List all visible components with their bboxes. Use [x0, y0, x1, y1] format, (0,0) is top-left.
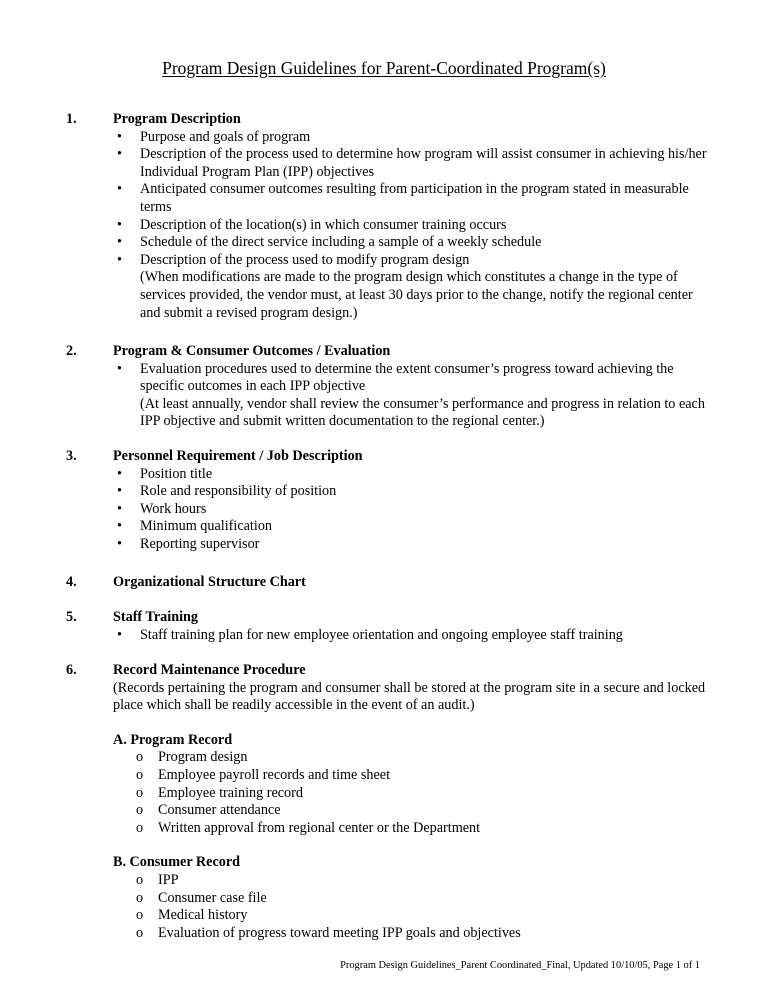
- circle-list: [113, 872, 716, 942]
- bullet-icon: •: [117, 234, 122, 251]
- circle-bullet-icon: o: [136, 889, 144, 906]
- list-item: [113, 181, 716, 216]
- section-heading: Program & Consumer Outcomes / Evaluation: [113, 343, 391, 359]
- section-number: 5.: [66, 609, 77, 625]
- list-item-text: Description of the location(s) in which consumer training occurs: [140, 216, 507, 233]
- bullet-list: [113, 627, 716, 645]
- list-item-text: Consumer attendance: [158, 802, 281, 819]
- section-heading: Staff Training: [113, 609, 199, 625]
- circle-list: [113, 749, 716, 837]
- list-item: [113, 802, 716, 820]
- section-personnel: [66, 448, 716, 554]
- list-item: [113, 785, 716, 803]
- list-item-text: Reporting supervisor: [140, 535, 260, 552]
- list-item: [113, 217, 716, 235]
- bullet-icon: •: [117, 251, 122, 268]
- list-item-text: Role and responsibility of position: [140, 483, 337, 500]
- list-item: [113, 820, 716, 838]
- circle-bullet-icon: o: [136, 784, 144, 801]
- list-item-text: Minimum qualification: [140, 518, 273, 535]
- list-item: [113, 146, 716, 181]
- page-title: Program Design Guidelines for Parent-Coordinated Program(s): [162, 58, 606, 78]
- list-item-text: Position title: [140, 465, 213, 482]
- section-outcomes-evaluation: [66, 343, 716, 431]
- list-item-text: Staff training plan for new employee orientation and ongoing employee staff training: [140, 626, 623, 643]
- list-item-text: Consumer case file: [158, 889, 267, 906]
- list-item-text: Schedule of the direct service including a sample of a weekly schedule: [140, 234, 542, 251]
- list-item-text: Purpose and goals of program: [140, 128, 311, 145]
- subsection-heading: A. Program Record: [113, 731, 233, 748]
- list-item-text: Employee training record: [158, 784, 303, 801]
- subsection-heading: B. Consumer Record: [113, 854, 241, 871]
- circle-bullet-icon: o: [136, 924, 144, 941]
- bullet-icon: •: [117, 626, 122, 643]
- list-item-text: Evaluation of progress toward meeting IPP goals and objectives: [158, 924, 521, 941]
- bullet-icon: •: [117, 360, 122, 377]
- page-footer: Program Design Guidelines_Parent Coordinated_Final, Updated 10/10/05, Page 1 of 1: [340, 960, 700, 971]
- list-item: [113, 925, 716, 943]
- list-item-text: Program design: [158, 749, 248, 766]
- list-item: [113, 627, 716, 645]
- section-heading: Organizational Structure Chart: [113, 574, 306, 590]
- list-item: [113, 872, 716, 890]
- bullet-note: (When modifications are made to the program design which constitutes a change in the type of services provided, the vendor must, at least 30 days prior to the change, notify the regional center and submit a revised program design.): [140, 269, 693, 321]
- list-item: [113, 890, 716, 908]
- list-item-text: Written approval from regional center or the Department: [158, 819, 481, 836]
- list-item: [113, 518, 716, 536]
- list-item: [113, 361, 716, 431]
- list-item-text: IPP: [158, 871, 179, 888]
- list-item: [113, 234, 716, 252]
- list-item-text: Medical history: [158, 907, 248, 924]
- section-heading: Program Description: [113, 111, 241, 127]
- circle-bullet-icon: o: [136, 802, 144, 819]
- list-item-text: Evaluation procedures used to determine the extent consumer’s progress toward achieving the specific outcomes in each IPP objective: [140, 360, 674, 395]
- list-item: [113, 129, 716, 147]
- bullet-icon: •: [117, 146, 122, 163]
- list-item: [113, 501, 716, 519]
- list-item-text: Description of the process used to determine how program will assist consumer in achieving his/her Individual Program Plan (IPP) objectives: [140, 146, 707, 180]
- list-item: [113, 767, 716, 785]
- section-number: 3.: [66, 448, 77, 464]
- bullet-list: [113, 129, 716, 323]
- bullet-icon: •: [117, 128, 122, 145]
- section-number: 2.: [66, 343, 77, 359]
- list-item-text: Work hours: [140, 500, 207, 517]
- subsection-program-record: [113, 732, 716, 838]
- circle-bullet-icon: o: [136, 907, 144, 924]
- bullet-icon: •: [117, 216, 122, 233]
- list-item: [113, 907, 716, 925]
- section-program-description: [66, 111, 716, 322]
- bullet-icon: •: [117, 535, 122, 552]
- bullet-icon: •: [117, 500, 122, 517]
- list-item-text: Employee payroll records and time sheet: [158, 766, 391, 783]
- circle-bullet-icon: o: [136, 871, 144, 888]
- bullet-list: [113, 361, 716, 431]
- bullet-icon: •: [117, 181, 122, 198]
- circle-bullet-icon: o: [136, 819, 144, 836]
- list-item: [113, 466, 716, 484]
- list-item-text: Anticipated consumer outcomes resulting from participation in the program stated in measurable terms: [140, 181, 689, 215]
- section-number: 6.: [66, 662, 77, 678]
- section-number: 1.: [66, 111, 77, 127]
- section-heading: Personnel Requirement / Job Description: [113, 448, 363, 464]
- section-org-chart: [66, 574, 716, 592]
- list-item-text: Description of the process used to modify program design: [140, 251, 470, 268]
- section-number: 4.: [66, 574, 77, 590]
- section-staff-training: [66, 609, 716, 644]
- list-item: [113, 252, 716, 322]
- bullet-icon: •: [117, 465, 122, 482]
- circle-bullet-icon: o: [136, 766, 144, 783]
- section-record-maintenance: [66, 662, 716, 942]
- circle-bullet-icon: o: [136, 749, 144, 766]
- list-item: [113, 536, 716, 554]
- bullet-list: [113, 466, 716, 554]
- bullet-icon: •: [117, 518, 122, 535]
- list-item: [113, 483, 716, 501]
- bullet-note: (At least annually, vendor shall review the consumer’s performance and progress in relation to each IPP objective and submit written documentation to the regional center.): [140, 395, 705, 430]
- list-item: [113, 749, 716, 767]
- section-heading: Record Maintenance Procedure: [113, 662, 306, 678]
- section-note: (Records pertaining the program and consumer shall be stored at the program site in a secure and locked place which shall be readily accessible in the event of an audit.): [113, 679, 706, 714]
- subsection-consumer-record: [113, 854, 716, 942]
- bullet-icon: •: [117, 483, 122, 500]
